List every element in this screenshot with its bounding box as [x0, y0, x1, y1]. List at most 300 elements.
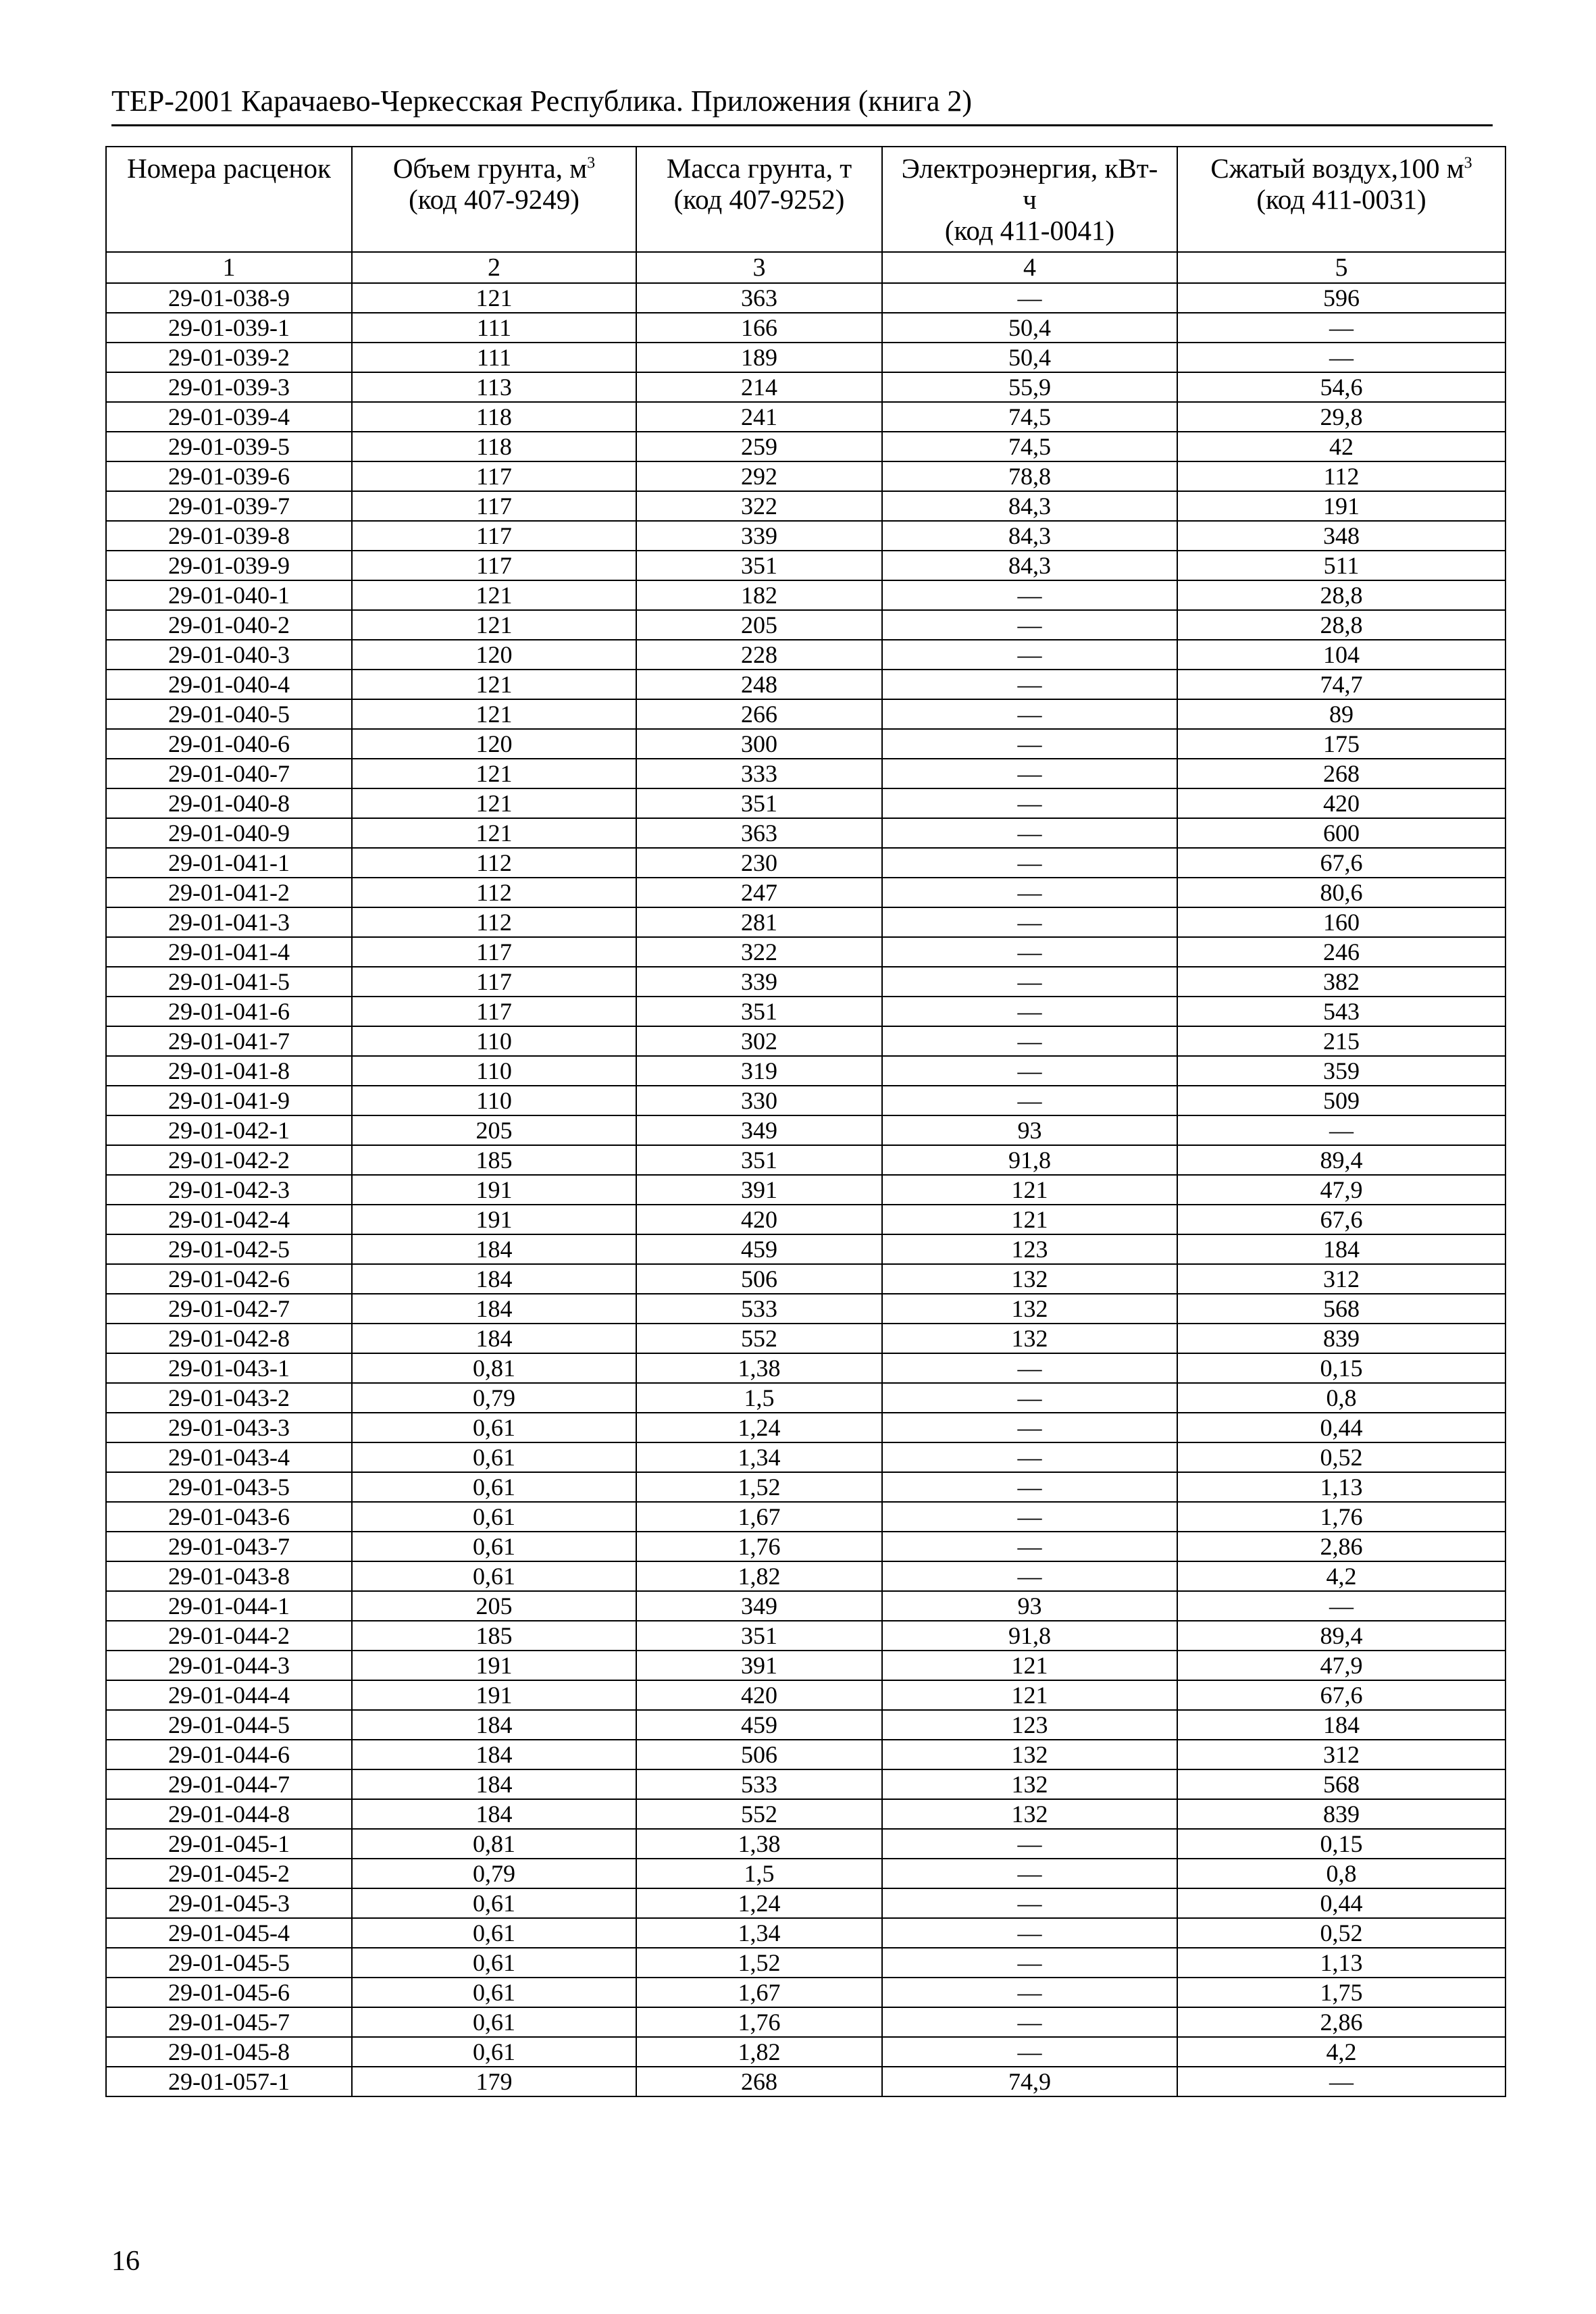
value-cell: 184 [352, 1264, 636, 1294]
value-cell: 0,52 [1177, 1918, 1505, 1948]
table-row [106, 432, 1505, 461]
value-cell: 84,3 [882, 521, 1177, 551]
table-row [106, 670, 1505, 699]
table-row [106, 491, 1505, 521]
value-cell: 268 [1177, 759, 1505, 788]
table-row [106, 1205, 1505, 1234]
value-cell: 117 [352, 461, 636, 491]
value-cell: 121 [352, 788, 636, 818]
value-cell: — [882, 759, 1177, 788]
value-cell: 339 [636, 967, 882, 997]
value-cell: — [882, 729, 1177, 759]
value-cell: 1,13 [1177, 1472, 1505, 1502]
value-cell: 228 [636, 640, 882, 670]
value-cell: 351 [636, 788, 882, 818]
value-cell: — [882, 1442, 1177, 1472]
table-row [106, 402, 1505, 432]
value-cell: 28,8 [1177, 580, 1505, 610]
table-row [106, 1234, 1505, 1264]
value-cell: 0,61 [352, 1561, 636, 1591]
value-cell: 121 [352, 759, 636, 788]
rate-code-cell: 29-01-041-6 [106, 997, 352, 1026]
value-cell: 120 [352, 640, 636, 670]
value-cell: 191 [352, 1205, 636, 1234]
rate-code-cell: 29-01-040-2 [106, 610, 352, 640]
table-row [106, 1829, 1505, 1859]
value-cell: 568 [1177, 1769, 1505, 1799]
value-cell: 246 [1177, 937, 1505, 967]
column-number: 5 [1177, 252, 1505, 283]
value-cell: 363 [636, 818, 882, 848]
value-cell: 0,61 [352, 1978, 636, 2007]
value-cell: — [882, 907, 1177, 937]
value-cell: 348 [1177, 521, 1505, 551]
value-cell: — [882, 699, 1177, 729]
value-cell: — [882, 580, 1177, 610]
value-cell: 0,52 [1177, 1442, 1505, 1472]
value-cell: 1,5 [636, 1383, 882, 1413]
value-cell: — [882, 283, 1177, 313]
value-cell: — [882, 1353, 1177, 1383]
value-cell: 74,7 [1177, 670, 1505, 699]
value-cell: 1,52 [636, 1948, 882, 1978]
value-cell: 266 [636, 699, 882, 729]
value-cell: 191 [352, 1175, 636, 1205]
value-cell: 132 [882, 1740, 1177, 1769]
value-cell: — [882, 1502, 1177, 1532]
value-cell: — [1177, 1115, 1505, 1145]
value-cell: 182 [636, 580, 882, 610]
value-cell: 112 [352, 907, 636, 937]
value-cell: 93 [882, 1115, 1177, 1145]
value-cell: — [882, 1472, 1177, 1502]
value-cell: 268 [636, 2067, 882, 2096]
value-cell: 0,61 [352, 1918, 636, 1948]
rate-code-cell: 29-01-042-5 [106, 1234, 352, 1264]
column-header-code: (код 411-0041) [944, 215, 1115, 246]
value-cell: 166 [636, 313, 882, 343]
value-cell: 117 [352, 521, 636, 551]
value-cell: 839 [1177, 1799, 1505, 1829]
table-row [106, 1472, 1505, 1502]
value-cell: — [882, 848, 1177, 878]
value-cell: 2,86 [1177, 2007, 1505, 2037]
table-row [106, 2037, 1505, 2067]
value-cell: — [882, 1829, 1177, 1859]
column-number: 2 [352, 252, 636, 283]
column-header-code: (код 407-9249) [409, 184, 580, 215]
value-cell: 349 [636, 1115, 882, 1145]
value-cell: 552 [636, 1324, 882, 1353]
rate-code-cell: 29-01-040-9 [106, 818, 352, 848]
value-cell: 0,61 [352, 2007, 636, 2037]
value-cell: 533 [636, 1294, 882, 1324]
value-cell: 110 [352, 1056, 636, 1086]
value-cell: 205 [636, 610, 882, 640]
value-cell: 839 [1177, 1324, 1505, 1353]
table-row [106, 1413, 1505, 1442]
rate-code-cell: 29-01-045-5 [106, 1948, 352, 1978]
table-row [106, 372, 1505, 402]
rate-code-cell: 29-01-043-3 [106, 1413, 352, 1442]
table-row [106, 878, 1505, 907]
value-cell: 0,61 [352, 1472, 636, 1502]
value-cell: 292 [636, 461, 882, 491]
value-cell: 259 [636, 432, 882, 461]
value-cell: 55,9 [882, 372, 1177, 402]
value-cell: — [882, 1086, 1177, 1115]
value-cell: 241 [636, 402, 882, 432]
value-cell: — [882, 640, 1177, 670]
value-cell: 322 [636, 937, 882, 967]
column-header-line: Номера расценок [127, 153, 331, 184]
value-cell: — [882, 1413, 1177, 1442]
table-row [106, 967, 1505, 997]
value-cell: 89,4 [1177, 1621, 1505, 1651]
value-cell: 184 [352, 1799, 636, 1829]
value-cell: 121 [882, 1205, 1177, 1234]
value-cell: 600 [1177, 818, 1505, 848]
rate-code-cell: 29-01-041-9 [106, 1086, 352, 1115]
value-cell: 93 [882, 1591, 1177, 1621]
value-cell: — [882, 1056, 1177, 1086]
value-cell: 121 [882, 1680, 1177, 1710]
rate-code-cell: 29-01-042-6 [106, 1264, 352, 1294]
column-header-rate-numbers [106, 147, 352, 252]
rate-code-cell: 29-01-043-4 [106, 1442, 352, 1472]
value-cell: 54,6 [1177, 372, 1505, 402]
value-cell: 112 [352, 878, 636, 907]
column-header-soil-volume [352, 147, 636, 252]
rate-code-cell: 29-01-044-2 [106, 1621, 352, 1651]
rate-code-cell: 29-01-043-8 [106, 1561, 352, 1591]
table-row [106, 551, 1505, 580]
value-cell: 382 [1177, 967, 1505, 997]
value-cell: 506 [636, 1740, 882, 1769]
value-cell: 1,82 [636, 1561, 882, 1591]
rate-code-cell: 29-01-044-7 [106, 1769, 352, 1799]
table-row [106, 1145, 1505, 1175]
table-row [106, 521, 1505, 551]
value-cell: — [882, 2037, 1177, 2067]
value-cell: 1,34 [636, 1918, 882, 1948]
value-cell: 91,8 [882, 1145, 1177, 1175]
column-number-row [106, 252, 1505, 283]
table-row [106, 1769, 1505, 1799]
value-cell: 80,6 [1177, 878, 1505, 907]
value-cell: 459 [636, 1710, 882, 1740]
value-cell: 319 [636, 1056, 882, 1086]
table-row [106, 313, 1505, 343]
value-cell: 123 [882, 1234, 1177, 1264]
table-row [106, 1740, 1505, 1769]
value-cell: 215 [1177, 1026, 1505, 1056]
table-row [106, 1026, 1505, 1056]
table-row [106, 788, 1505, 818]
table-row [106, 1175, 1505, 1205]
value-cell: 339 [636, 521, 882, 551]
table-row [106, 1799, 1505, 1829]
table-row [106, 1442, 1505, 1472]
value-cell: 1,13 [1177, 1948, 1505, 1978]
rate-code-cell: 29-01-039-9 [106, 551, 352, 580]
value-cell: 596 [1177, 283, 1505, 313]
rate-code-cell: 29-01-039-6 [106, 461, 352, 491]
rate-code-cell: 29-01-043-1 [106, 1353, 352, 1383]
value-cell: 4,2 [1177, 2037, 1505, 2067]
value-cell: 0,15 [1177, 1829, 1505, 1859]
table-row [106, 1561, 1505, 1591]
table-row [106, 997, 1505, 1026]
rate-code-cell: 29-01-043-5 [106, 1472, 352, 1502]
value-cell: 4,2 [1177, 1561, 1505, 1591]
value-cell: 121 [352, 610, 636, 640]
value-cell: 117 [352, 937, 636, 967]
value-cell: 0,61 [352, 1413, 636, 1442]
value-cell: 2,86 [1177, 1532, 1505, 1561]
rate-code-cell: 29-01-040-5 [106, 699, 352, 729]
value-cell: 351 [636, 551, 882, 580]
value-cell: 214 [636, 372, 882, 402]
column-header-electricity [882, 147, 1177, 252]
rate-code-cell: 29-01-042-4 [106, 1205, 352, 1234]
value-cell: 78,8 [882, 461, 1177, 491]
value-cell: 189 [636, 343, 882, 372]
value-cell: 74,5 [882, 432, 1177, 461]
value-cell: 312 [1177, 1264, 1505, 1294]
value-cell: 322 [636, 491, 882, 521]
value-cell: 0,81 [352, 1829, 636, 1859]
value-cell: 351 [636, 1145, 882, 1175]
table-row [106, 1859, 1505, 1888]
value-cell: 50,4 [882, 313, 1177, 343]
value-cell: 302 [636, 1026, 882, 1056]
value-cell: 552 [636, 1799, 882, 1829]
value-cell: 121 [352, 283, 636, 313]
value-cell: 205 [352, 1115, 636, 1145]
value-cell: 0,61 [352, 1502, 636, 1532]
value-cell: 110 [352, 1086, 636, 1115]
rate-code-cell: 29-01-042-3 [106, 1175, 352, 1205]
rate-code-cell: 29-01-040-3 [106, 640, 352, 670]
value-cell: — [882, 1918, 1177, 1948]
column-number: 1 [106, 252, 352, 283]
value-cell: 47,9 [1177, 1175, 1505, 1205]
value-cell: 459 [636, 1234, 882, 1264]
value-cell: 89 [1177, 699, 1505, 729]
value-cell: 179 [352, 2067, 636, 2096]
table-row [106, 1502, 1505, 1532]
value-cell: 351 [636, 1621, 882, 1651]
column-header-soil-mass [636, 147, 882, 252]
value-cell: 121 [882, 1651, 1177, 1680]
table-row [106, 1680, 1505, 1710]
value-cell: 312 [1177, 1740, 1505, 1769]
column-header-code: (код 411-0031) [1256, 184, 1426, 215]
value-cell: 568 [1177, 1294, 1505, 1324]
value-cell: 191 [352, 1651, 636, 1680]
superscript: 3 [1464, 154, 1472, 172]
value-cell: — [882, 1948, 1177, 1978]
value-cell: 1,67 [636, 1502, 882, 1532]
value-cell: 184 [352, 1234, 636, 1264]
value-cell: — [1177, 343, 1505, 372]
value-cell: 84,3 [882, 551, 1177, 580]
value-cell: 184 [352, 1324, 636, 1353]
column-header-line: Объем грунта, м [392, 153, 588, 184]
value-cell: 359 [1177, 1056, 1505, 1086]
value-cell: 1,34 [636, 1442, 882, 1472]
value-cell: — [1177, 313, 1505, 343]
value-cell: 0,44 [1177, 1888, 1505, 1918]
norms-table [105, 146, 1506, 2097]
value-cell: 67,6 [1177, 1205, 1505, 1234]
value-cell: 0,81 [352, 1353, 636, 1383]
value-cell: 0,61 [352, 1948, 636, 1978]
rate-code-cell: 29-01-045-4 [106, 1918, 352, 1948]
table-row [106, 699, 1505, 729]
value-cell: 391 [636, 1175, 882, 1205]
table-row [106, 1115, 1505, 1145]
value-cell: 132 [882, 1264, 1177, 1294]
table-row [106, 1056, 1505, 1086]
rate-code-cell: 29-01-045-3 [106, 1888, 352, 1918]
column-header-compressed-air [1177, 147, 1505, 252]
table-row [106, 818, 1505, 848]
value-cell: 184 [352, 1294, 636, 1324]
value-cell: 184 [352, 1769, 636, 1799]
value-cell: 123 [882, 1710, 1177, 1740]
rate-code-cell: 29-01-039-4 [106, 402, 352, 432]
value-cell: 121 [352, 580, 636, 610]
value-cell: 117 [352, 551, 636, 580]
value-cell: 111 [352, 343, 636, 372]
value-cell: 506 [636, 1264, 882, 1294]
table-row [106, 283, 1505, 313]
value-cell: 117 [352, 967, 636, 997]
rate-code-cell: 29-01-044-1 [106, 1591, 352, 1621]
table-row [106, 848, 1505, 878]
rate-code-cell: 29-01-042-1 [106, 1115, 352, 1145]
value-cell: 184 [352, 1740, 636, 1769]
value-cell: 1,82 [636, 2037, 882, 2067]
value-cell: 121 [352, 818, 636, 848]
rate-code-cell: 29-01-043-7 [106, 1532, 352, 1561]
value-cell: 118 [352, 402, 636, 432]
rate-code-cell: 29-01-041-3 [106, 907, 352, 937]
table-row [106, 1294, 1505, 1324]
rate-code-cell: 29-01-044-4 [106, 1680, 352, 1710]
value-cell: — [882, 788, 1177, 818]
value-cell: 1,5 [636, 1859, 882, 1888]
rate-code-cell: 29-01-039-5 [106, 432, 352, 461]
value-cell: 1,24 [636, 1413, 882, 1442]
value-cell: 84,3 [882, 491, 1177, 521]
value-cell: 1,76 [636, 2007, 882, 2037]
value-cell: 0,79 [352, 1859, 636, 1888]
table-row [106, 1532, 1505, 1561]
table-row [106, 1918, 1505, 1948]
value-cell: 1,24 [636, 1888, 882, 1918]
value-cell: — [882, 610, 1177, 640]
value-cell: 132 [882, 1294, 1177, 1324]
table-row [106, 580, 1505, 610]
value-cell: 533 [636, 1769, 882, 1799]
table-row [106, 1264, 1505, 1294]
table-row [106, 759, 1505, 788]
value-cell: 110 [352, 1026, 636, 1056]
value-cell: 175 [1177, 729, 1505, 759]
superscript: 3 [587, 154, 596, 172]
value-cell: — [882, 1532, 1177, 1561]
value-cell: 420 [1177, 788, 1505, 818]
value-cell: 0,15 [1177, 1353, 1505, 1383]
value-cell: 230 [636, 848, 882, 878]
rate-code-cell: 29-01-041-8 [106, 1056, 352, 1086]
rate-code-cell: 29-01-043-2 [106, 1383, 352, 1413]
value-cell: 511 [1177, 551, 1505, 580]
rate-code-cell: 29-01-039-7 [106, 491, 352, 521]
value-cell: — [1177, 2067, 1505, 2096]
column-header-line: Масса грунта, т [666, 153, 852, 184]
value-cell: — [882, 1383, 1177, 1413]
value-cell: 67,6 [1177, 1680, 1505, 1710]
value-cell: 1,76 [636, 1532, 882, 1561]
value-cell: 184 [1177, 1234, 1505, 1264]
rate-code-cell: 29-01-039-2 [106, 343, 352, 372]
column-header-line: Сжатый воздух,100 м [1210, 153, 1464, 184]
table-row [106, 1086, 1505, 1115]
value-cell: 330 [636, 1086, 882, 1115]
value-cell: 113 [352, 372, 636, 402]
table-row [106, 1621, 1505, 1651]
rate-code-cell: 29-01-041-2 [106, 878, 352, 907]
table-row [106, 907, 1505, 937]
value-cell: — [882, 2007, 1177, 2037]
value-cell: 50,4 [882, 343, 1177, 372]
value-cell: 67,6 [1177, 848, 1505, 878]
value-cell: 0,8 [1177, 1859, 1505, 1888]
value-cell: — [882, 1978, 1177, 2007]
value-cell: 112 [1177, 461, 1505, 491]
value-cell: — [882, 1026, 1177, 1056]
value-cell: 205 [352, 1591, 636, 1621]
rate-code-cell: 29-01-040-7 [106, 759, 352, 788]
table-row [106, 1651, 1505, 1680]
value-cell: 191 [1177, 491, 1505, 521]
rate-code-cell: 29-01-044-3 [106, 1651, 352, 1680]
table-row [106, 1948, 1505, 1978]
rate-code-cell: 29-01-043-6 [106, 1502, 352, 1532]
rate-code-cell: 29-01-039-1 [106, 313, 352, 343]
value-cell: 28,8 [1177, 610, 1505, 640]
rate-code-cell: 29-01-041-4 [106, 937, 352, 967]
column-number: 3 [636, 252, 882, 283]
table-row [106, 937, 1505, 967]
table-row [106, 1353, 1505, 1383]
value-cell: 1,38 [636, 1353, 882, 1383]
column-header-code: (код 407-9252) [673, 184, 845, 215]
column-number: 4 [882, 252, 1177, 283]
value-cell: — [882, 997, 1177, 1026]
value-cell: 1,76 [1177, 1502, 1505, 1532]
value-cell: — [882, 1859, 1177, 1888]
value-cell: 117 [352, 491, 636, 521]
table-row [106, 610, 1505, 640]
rate-code-cell: 29-01-040-4 [106, 670, 352, 699]
value-cell: 120 [352, 729, 636, 759]
value-cell: 91,8 [882, 1621, 1177, 1651]
